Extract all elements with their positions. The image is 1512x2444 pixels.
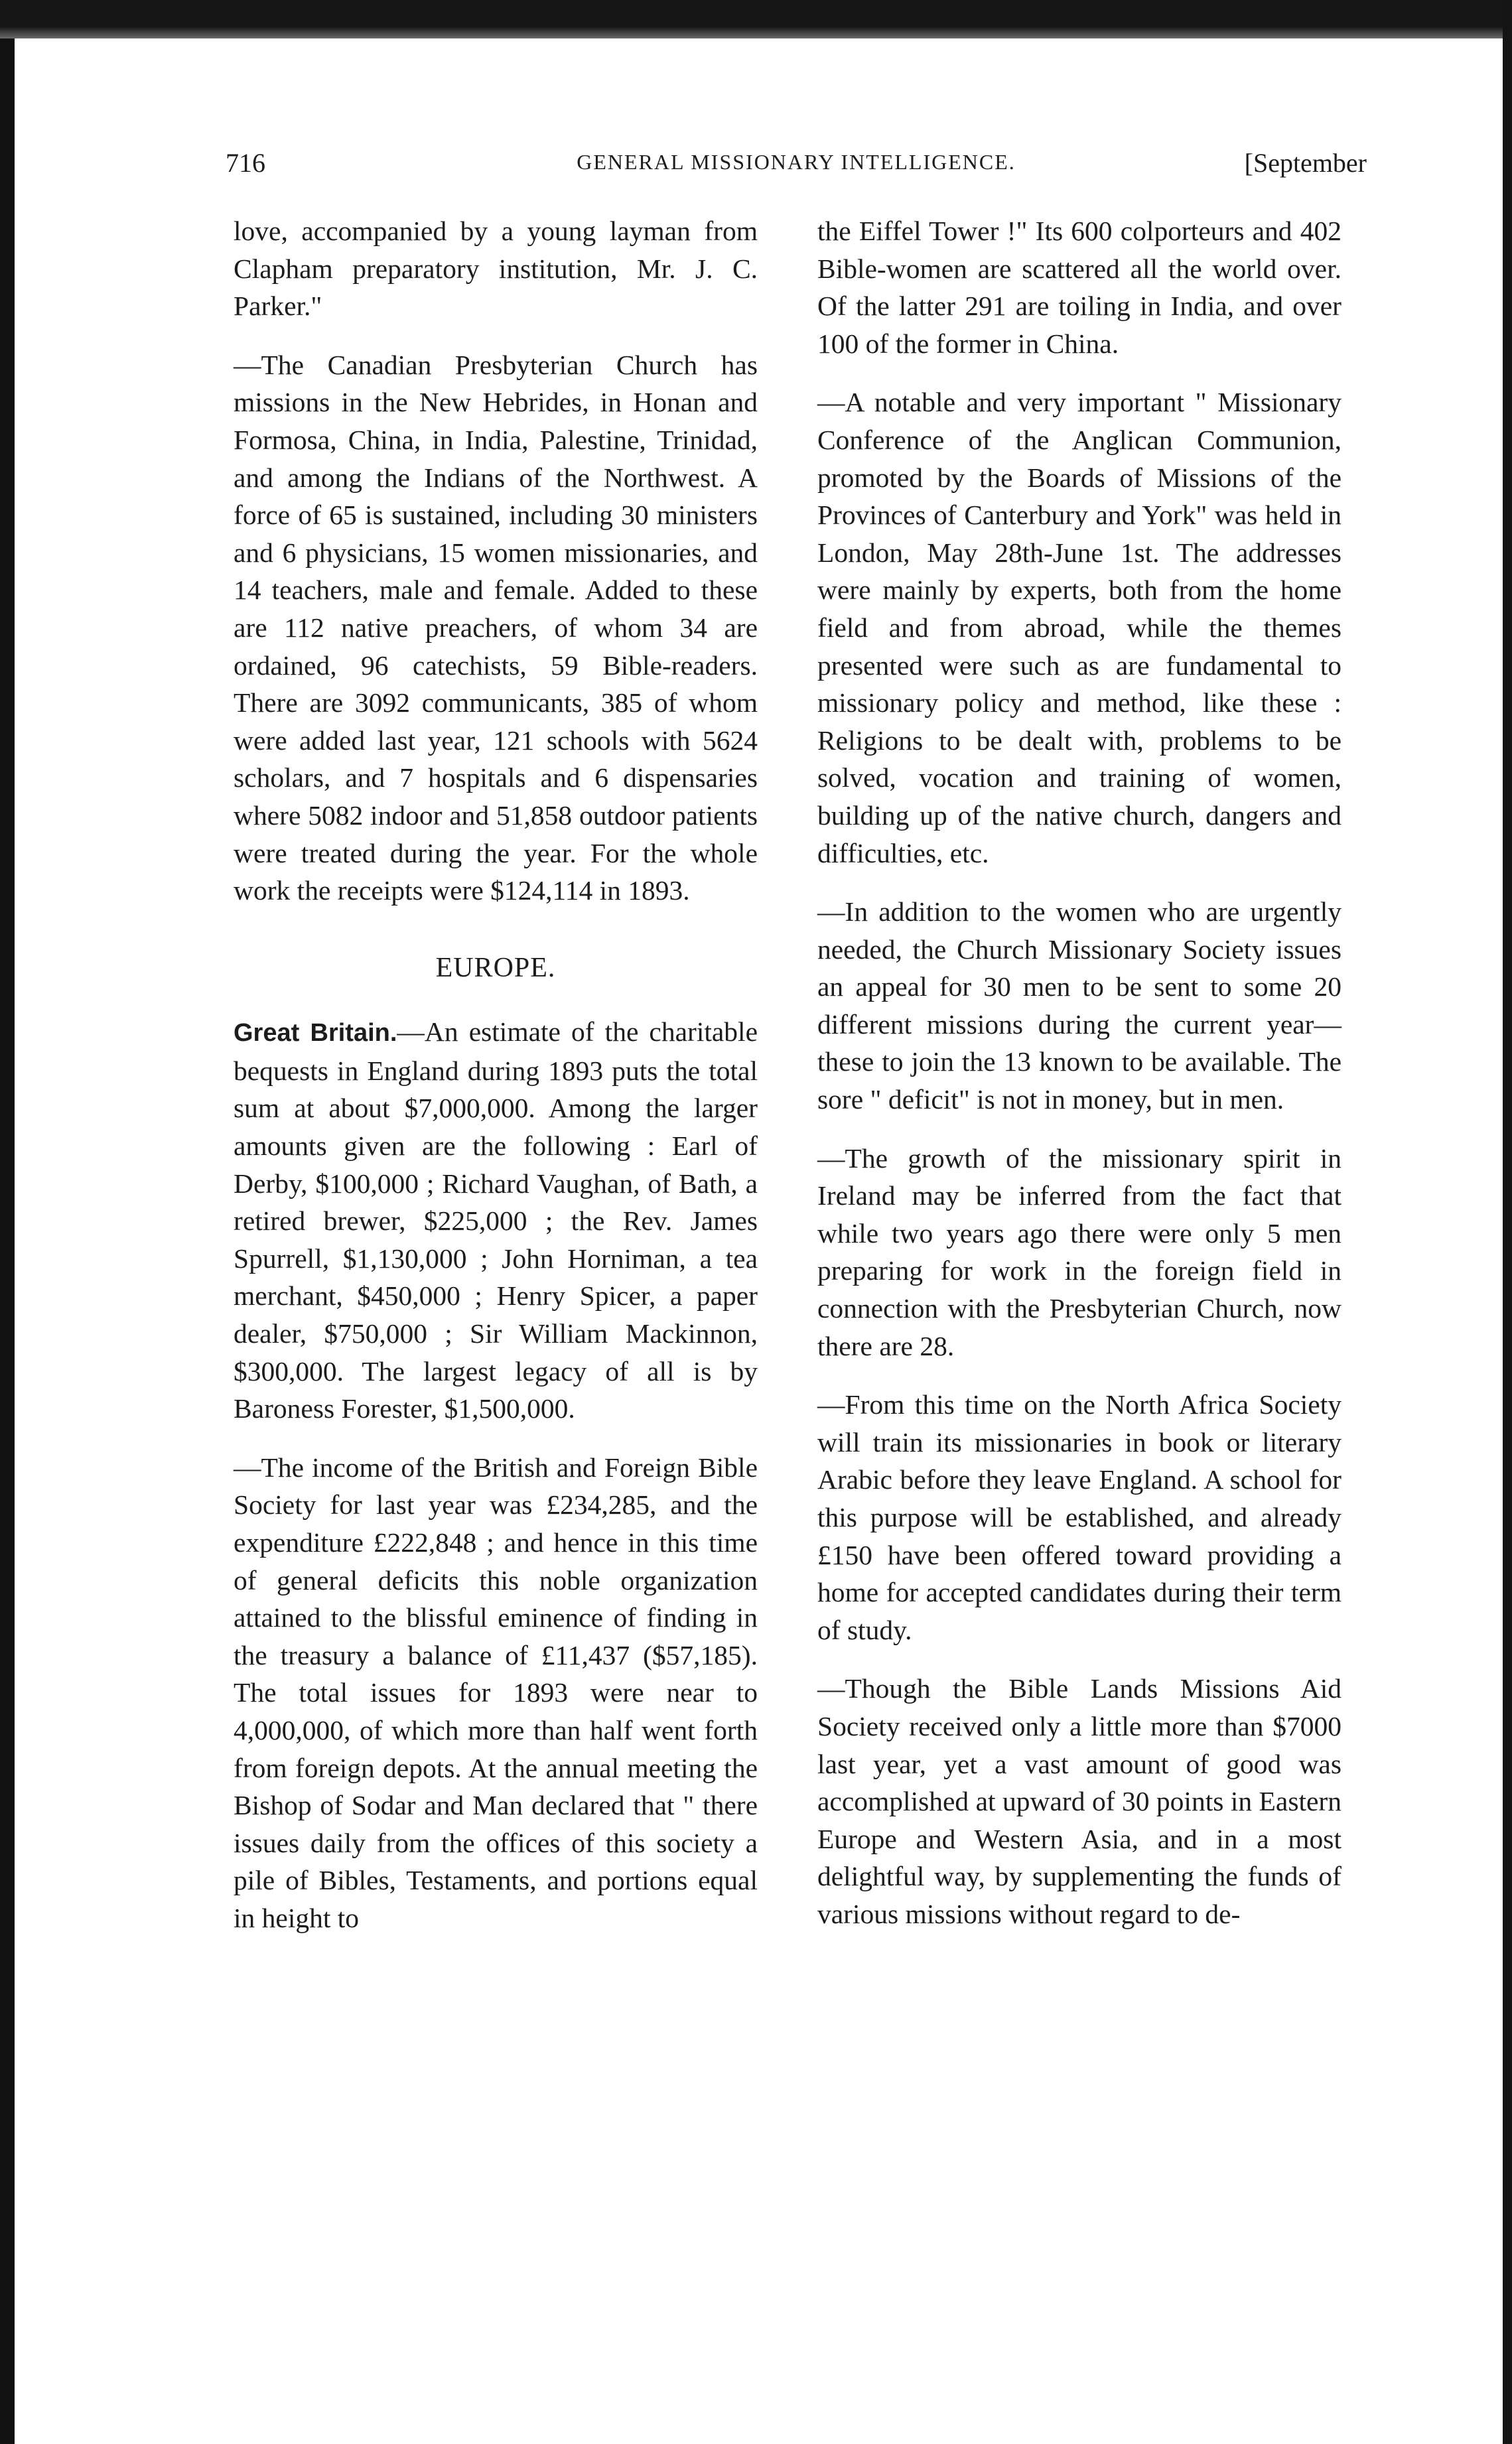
page-number: 716	[226, 148, 265, 178]
paragraph-church-missionary-society: —In addition to the women who are urgently needed, the Church Missionary Society issues an appeal for 30 men to be sent to some 20 different missions during the current year—these to join the 13 known to be available. The sore " deficit" is not in money, but in men.	[817, 896, 1341, 1115]
paragraph-anglican-conference: —A notable and very important " Missionary Conference of the Anglican Communion, promoted by the Boards of Missions of the Provinces of Canterbury and York" was held in London, May 28th-June 1st. The addresses were mainly by experts, both from the home field and from abroad, while the themes presented were such as are fundamental to missionary policy and method, like these : Religions to be dealt with, problems to be solved, vocation and training of women, building up of the native church, dangers and difficulties, etc.	[817, 387, 1341, 868]
paragraph-bible-lands: —Though the Bible Lands Missions Aid Society received only a little more than $7000 last year, yet a vast amount of good was accomplished at upward of 30 points in Eastern Europe and Western Asia, and in a most delightful way, by supplementing the funds of various missions without regard to de-	[817, 1673, 1341, 1929]
paragraph-ireland: —The growth of the missionary spirit in Ireland may be inferred from the fact that while two years ago there were only 5 men preparing for work in the foreign field in connection with the Presbyterian Church, now there are 28.	[817, 1142, 1341, 1361]
scan-right-edge	[1503, 0, 1512, 2444]
paragraph-clapham: love, accompanied by a young layman from Clapham preparatory institution, Mr. J. C. Parker."	[234, 216, 758, 322]
right-column	[817, 212, 1341, 1933]
page-header	[226, 147, 1367, 194]
section-heading-europe: EUROPE.	[435, 952, 556, 983]
scan-left-edge	[0, 0, 15, 2444]
runin-great-britain: Great Britain.	[234, 1019, 397, 1048]
paragraph-canadian-presbyterian: —The Canadian Presbyterian Church has missions in the New Hebrides, in Honan and Formosa, China, in India, Palestine, Trinidad, and among the Indians of the Northwest. A force of 65 is sustained, including 30 ministers and 6 physicians, 15 women missionaries, and 14 teachers, male and female. Added to these are 112 native preachers, of whom 34 are ordained, 96 catechists, 59 Bible-readers. There are 3092 communicants, 385 of whom were added last year, 121 schools with 5624 scholars, and 7 hospitals and 6 dispensaries where 5082 indoor and 51,858 outdoor patients were treated during the year. For the whole work the receipts were $124,114 in 1893.	[234, 349, 758, 906]
scan-top-edge	[0, 0, 1512, 38]
left-column	[234, 212, 758, 1937]
header-month: [September	[1244, 148, 1367, 178]
paragraph-great-britain-text: —An estimate of the charitable bequests in England during 1893 puts the total sum at about $7,000,000. Among the larger amounts given are the following : Earl of Derby, $100,000 ; Richard Vaughan, of Bath, a retired brewer, $225,000 ; the Rev. James Spurrell, $1,130,000 ; John Horniman, a tea merchant, $450,000 ; Henry Spicer, a paper dealer, $750,000 ; Sir William Mackinnon, $300,000. The largest legacy of all is by Baroness Forester, $1,500,000.	[234, 1016, 758, 1424]
paragraph-great-britain	[234, 1013, 758, 1428]
paragraph-eiffel-tower: the Eiffel Tower !" Its 600 colporteurs and 402 Bible-women are scattered all the world over. Of the latter 291 are toiling in India, and over 100 of the former in China.	[817, 216, 1341, 359]
paragraph-north-africa: —From this time on the North Africa Society will train its missionaries in book or literary Arabic before they leave England. A school for this purpose will be established, and already £150 have been offered toward providing a home for accepted candidates during their term of study.	[817, 1389, 1341, 1645]
paragraph-bible-society: —The income of the British and Foreign Bible Society for last year was £234,285, and the expenditure £222,848 ; and hence in this time of general deficits this noble organization attained to the blissful eminence of finding in the treasury a balance of £11,437 ($57,185). The total issues for 1893 were near to 4,000,000, of which more than half went forth from foreign depots. At the annual meeting the Bishop of Sodar and Man declared that " there issues daily from the offices of this society a pile of Bibles, Testaments, and portions equal in height to	[234, 1452, 758, 1933]
running-title: GENERAL MISSIONARY INTELLIGENCE.	[577, 150, 1016, 174]
